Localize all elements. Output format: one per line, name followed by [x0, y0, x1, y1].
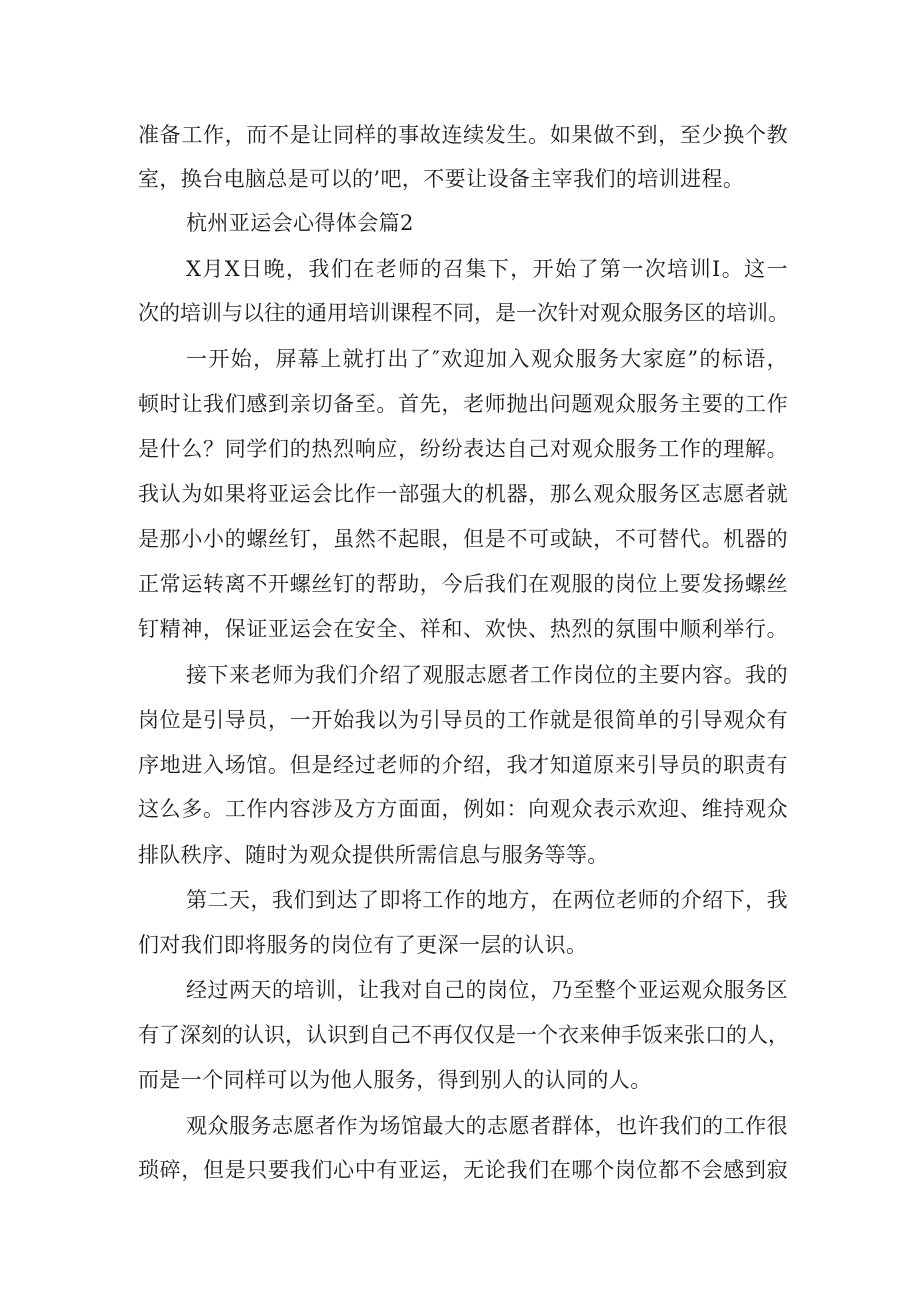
text-line: 准备工作，而不是让同样的事故连续发生。如果做不到，至少换个教 [138, 123, 788, 147]
text-line: 接下来老师为我们介绍了观服志愿者工作岗位的主要内容。我的 [186, 663, 788, 687]
text-line: 顿时让我们感到亲切备至。首先，老师抛出问题观众服务主要的工作 [138, 392, 788, 416]
text-line: 有了深刻的认识，认识到自己不再仅仅是一个衣来伸手饭来张口的人， [138, 1023, 789, 1047]
text-line: 室，换台电脑总是可以的’吧，不要让设备主宰我们的培训进程。 [138, 167, 745, 191]
text-line: 序地进入场馆。但是经过老师的介绍，我才知道原来引导员的职责有 [138, 753, 788, 777]
text-line: 经过两天的培训，让我对自己的岗位，乃至整个亚运观众服务区 [186, 978, 788, 1002]
text-line: 观众服务志愿者作为场馆最大的志愿者群体，也许我们的工作很 [186, 1114, 788, 1138]
text-line: 正常运转离不开螺丝钉的帮助，今后我们在观服的岗位上要发扬螺丝 [138, 572, 788, 596]
text-line: 岗位是引导员，一开始我以为引导员的工作就是很简单的引导观众有 [138, 708, 788, 732]
text-line: 们对我们即将服务的岗位有了更深一层的认识。 [138, 933, 588, 957]
section-heading: 杭州亚运会心得体会篇2 [186, 211, 414, 235]
text-line: 是什么？同学们的热烈响应，纷纷表达自己对观众服务工作的理解。 [138, 437, 788, 461]
text-line: 琐碎，但是只要我们心中有亚运，无论我们在哪个岗位都不会感到寂 [138, 1158, 788, 1182]
text-line: 排队秩序、随时为观众提供所需信息与服务等等。 [138, 843, 609, 867]
text-line: 是那小小的螺丝钉，虽然不起眼，但是不可或缺，不可替代。机器的 [138, 527, 788, 551]
text-line: X月X日晚，我们在老师的召集下，开始了第一次培训I。这一 [186, 257, 788, 281]
text-line: 第二天，我们到达了即将工作的地方，在两位老师的介绍下，我 [186, 888, 788, 912]
text-line: 次的培训与以往的通用培训课程不同，是一次针对观众服务区的培训。 [138, 301, 789, 325]
text-line: 钉精神，保证亚运会在安全、祥和、欢快、热烈的氛围中顺利举行。 [138, 617, 788, 641]
text-line: 我认为如果将亚运会比作一部强大的机器，那么观众服务区志愿者就 [138, 482, 788, 506]
text-line: 这么多。工作内容涉及方方面面，例如：向观众表示欢迎、维持观众 [138, 797, 788, 821]
text-line: 而是一个同样可以为他人服务，得到别人的认同的人。 [138, 1068, 652, 1092]
text-line: 一开始，屏幕上就打出了″欢迎加入观众服务大家庭”的标语， [186, 347, 788, 371]
